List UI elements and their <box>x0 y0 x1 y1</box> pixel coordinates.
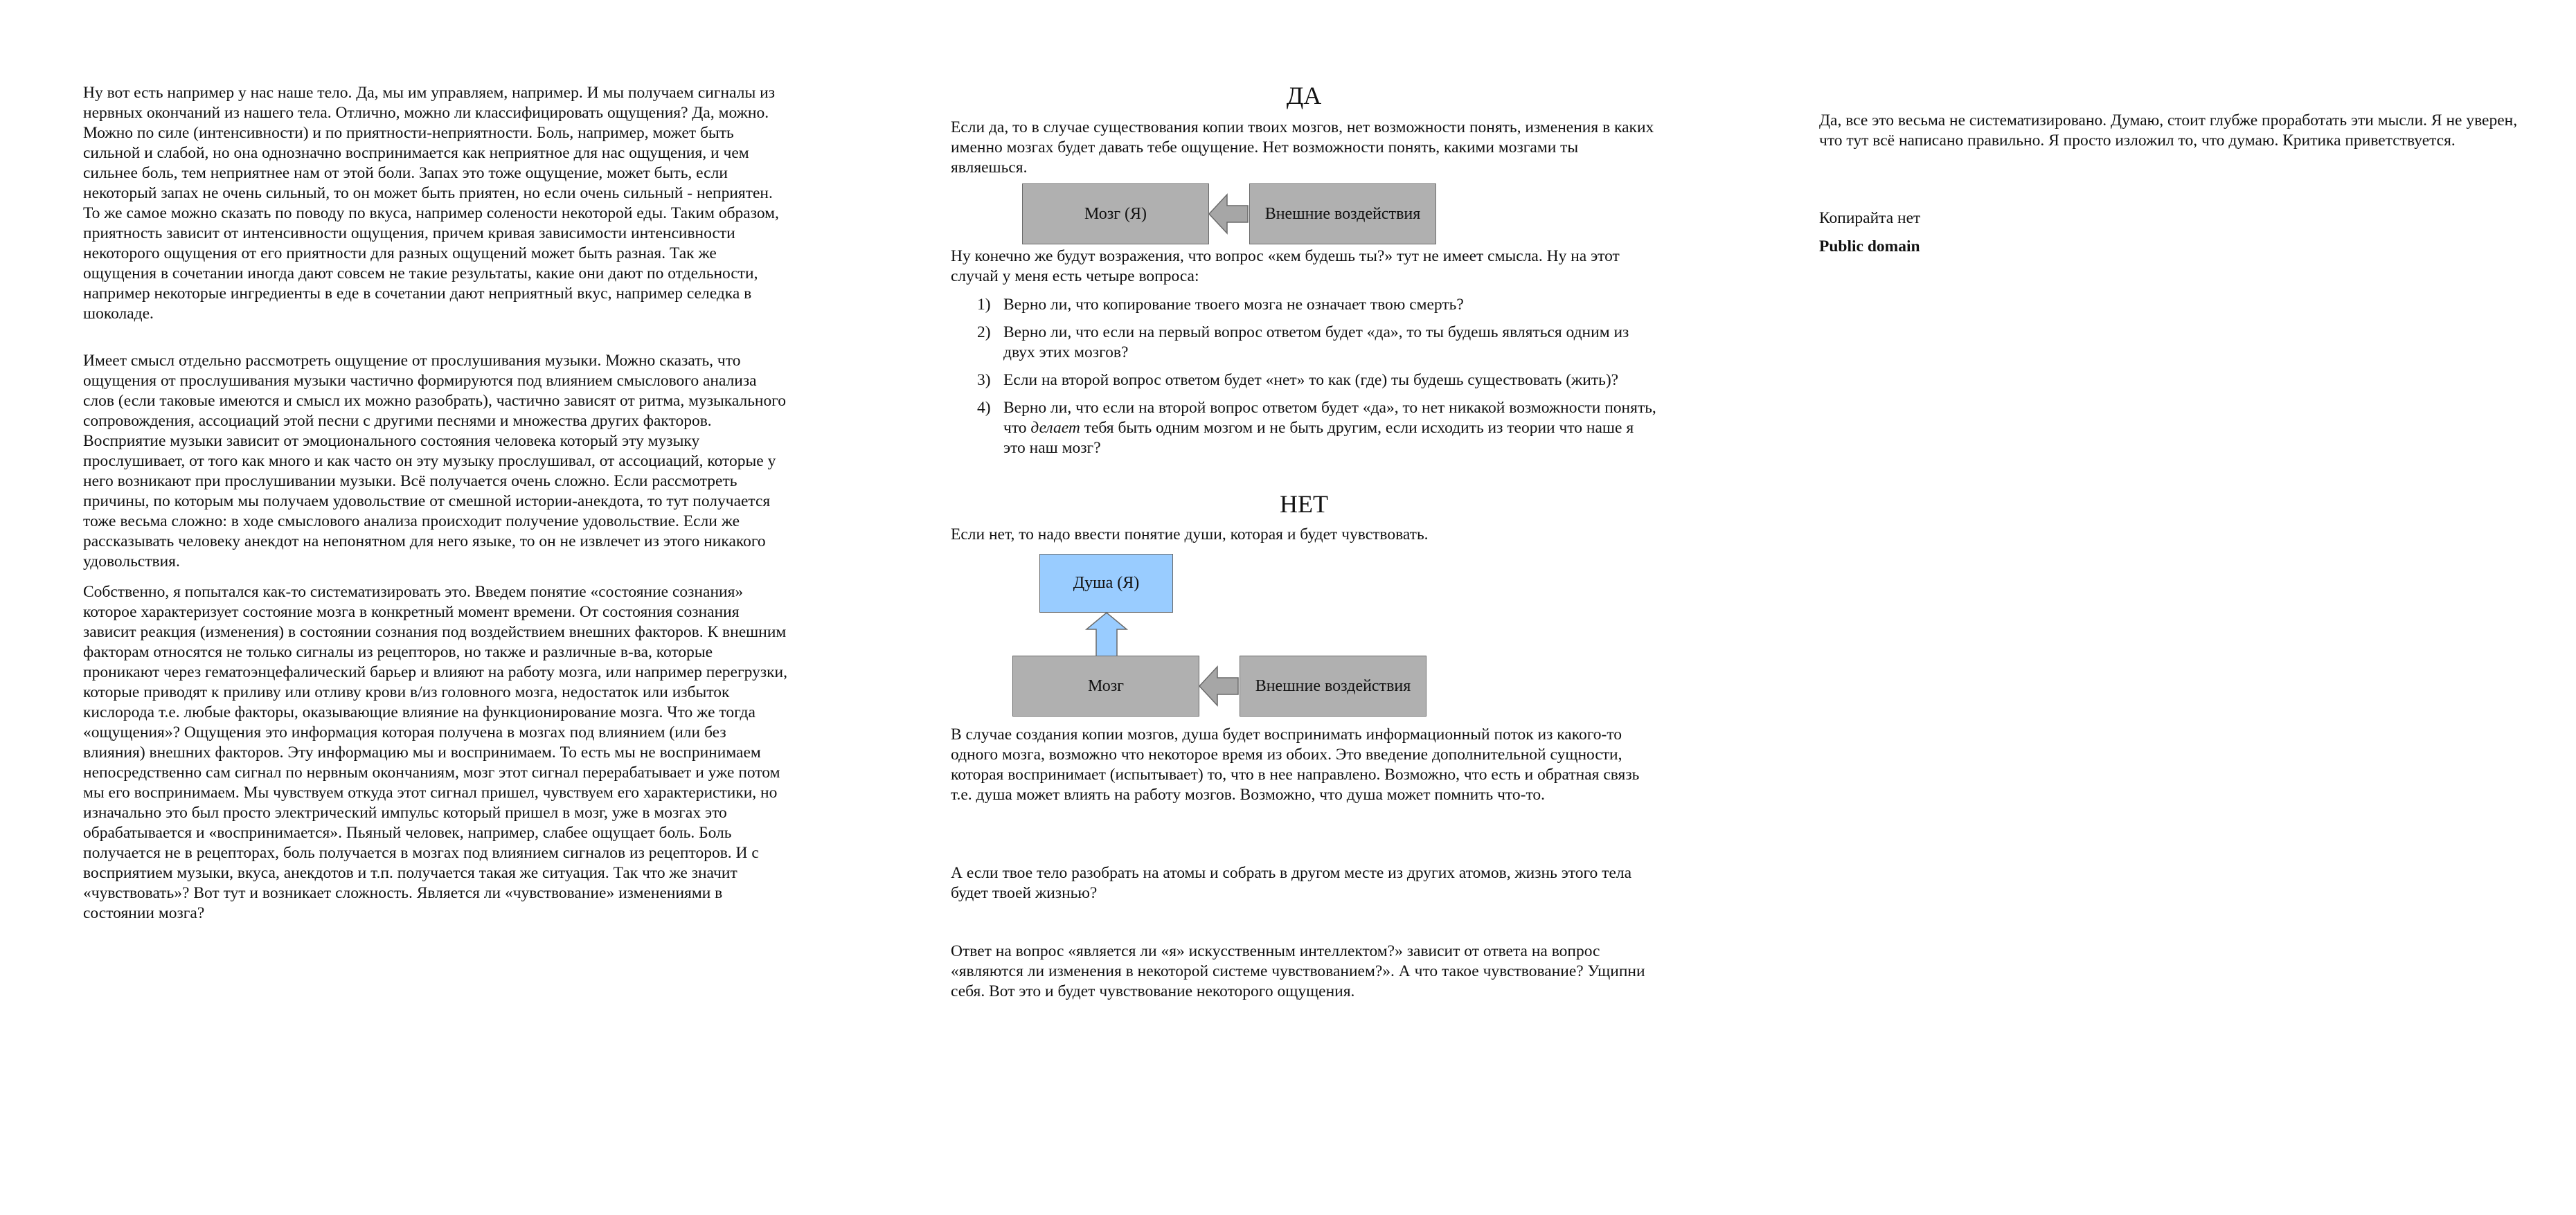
paragraph-music: Имеет смысл отдельно рассмотреть ощущение от прослушивания музыки. Можно сказать, что ощущения от прослушивания музыки частично формируются под влиянием смыслового анализа слов (если таковые имеются и смысл их можно разобрать), частично зависят от ритма, музыкального сопровождения, ассоциаций этой песни с другими песнями и множества других факторов. Восприятие музыки зависит от эмоционального состояния человека который эту музыку прослушивает, от того как много и как часто он эту музыку прослушивал, от ассоциаций, которые у него возникают при прослушивании музыки. Всё получается очень сложно. Если рассмотреть причины, по которым мы получаем удовольствие от смешной истории-анекдота, то тут получается тоже весьма сложно: в ходе смыслового анализа происходит получение удовольствие. Если же рассказывать человеку анекдот на непонятном для него языке, то он не извлечет из этого никакого удовольствия. <box>83 352 787 570</box>
heading-yes: ДА <box>1286 82 1322 109</box>
brain-label: Мозг <box>1087 676 1125 695</box>
heading-no: НЕТ <box>1280 490 1328 518</box>
paragraph-note: Да, все это весьма не систематизировано. Думаю, стоит глубже проработать эти мысли. Я не уверен, что тут всё написано правильно. Я просто изложил то, что думаю. Критика приветствуется. <box>1819 111 2518 150</box>
soul-self-box <box>1039 554 1173 613</box>
list-item: 3) Если на второй вопрос ответом будет «нет» то как (где) ты будешь существовать (жить)? <box>977 371 1619 389</box>
soul-self-label: Душа (Я) <box>1073 574 1140 592</box>
license-text: Public domain <box>1819 237 1920 255</box>
brain-self-box <box>1022 183 1209 244</box>
arrow-up-icon <box>1082 613 1131 657</box>
paragraph-objection: Ну конечно же будут возражения, что вопрос «кем будешь ты?» тут не имеет смысла. Ну на этот случай у меня есть четыре вопроса: <box>951 247 1620 285</box>
list-item: 2) Верно ли, что если на первый вопрос ответом будет «да», то ты будешь являться одним из двух этих мозгов? <box>977 323 1629 361</box>
copyright-text: Копирайта нет <box>1819 209 1921 227</box>
paragraph-body-sensations: Ну вот есть например у нас наше тело. Да, мы им управляем, например. И мы получаем сигналы из нервных окончаний из нашего тела. Отлично, можно ли классифицировать ощущения? Да, можно. Можно по силе (интенсивности) и по приятности-неприятности. Боль, например, может быть сильной и слабой, но она однозначно воспринимается как неприятное для нас ощущения, и чем сильнее боль, тем неприятнее нам от этой боли. Запах это тоже ощущение, может быть, если некоторый запах не очень сильный, то он может быть приятен, но если очень сильный - неприятен. То же самое можно сказать по поводу по вкуса, например солености некоторой еды. Таким образом, приятность зависит от интенсивности ощущения, причем кривая зависимости интенсивности некоторого ощущения от его приятности для разных ощущений может быть разная. Так же ощущения в сочетании иногда дают совсем не такие результаты, какие они дают по отдельности, например некоторые ингредиенты в еде в сочетании дают неприятный вкус, например селедка в шоколаде. <box>83 84 779 323</box>
paragraph-copy-brains: В случае создания копии мозгов, душа будет воспринимать информационный поток из какого-то одного мозга, возможно что некоторое время из обоих. Это введение дополнительной сущности, которая воспринимает (испытывает) то, что в нее направлено. Возможно, что есть и обратная связь т.е. душа может влиять на работу мозгов. Возможно, что душа может помнить что-то. <box>951 726 1640 804</box>
paragraph-yes-intro: Если да, то в случае существования копии твоих мозгов, нет возможности понять, изменения в каких именно мозгах будет давать тебе ощущение. Нет возможности понять, какими мозгами ты являешься. <box>951 118 1654 177</box>
questions-list <box>951 295 1657 458</box>
external-influences-label: Внешние воздействия <box>1255 676 1411 695</box>
external-influences-box <box>1249 183 1436 244</box>
paragraph-atoms: А если твое тело разобрать на атомы и собрать в другом месте из других атомов, жизнь этого тела будет твоей жизнью? <box>951 864 1632 902</box>
brain-self-label: Мозг (Я) <box>1084 204 1147 223</box>
external-influences-label: Внешние воздействия <box>1264 204 1421 223</box>
arrow-left-icon <box>1199 656 1240 717</box>
external-influences-box <box>1240 656 1426 717</box>
list-item: 4) Верно ли, что если на второй вопрос ответом будет «да», то нет никакой возможности понять, что делает тебя быть одним мозгом и не быть другим, если исходить из теории что наше я это наш мозг? <box>977 399 1656 457</box>
paragraph-no-intro: Если нет, то надо ввести понятие души, которая и будет чувствовать. <box>951 525 1429 543</box>
brain-box <box>1012 656 1199 717</box>
paragraph-ai: Ответ на вопрос «является ли «я» искусственным интеллектом?» зависит от ответа на вопрос «являются ли изменения в некоторой системе чувствованием?». А что такое чувствование? Ущипни себя. Вот это и будет чувствование некоторого ощущения. <box>951 942 1645 1000</box>
list-item: 1) Верно ли, что копирование твоего мозга не означает твою смерть? <box>977 296 1464 314</box>
arrow-left-icon <box>1209 183 1249 244</box>
paragraph-state-of-consciousness: Собственно, я попытался как-то систематизировать это. Введем понятие «состояние сознания» которое характеризует состояние мозга в конкретный момент времени. От состояния сознания зависит реакция (изменения) в состоянии сознания под воздействием внешних факторов. К внешним факторам относятся не только сигналы из рецепторов, но также и различные в-ва, которые проникают через гематоэнцефалический барьер и влияют на работу мозга, или например перегрузки, которые приводят к приливу или отливу крови в/из головного мозга, недостаток или избыток кислорода т.е. любые факторы, оказывающие влияние на функционирование мозга. Что же тогда «ощущения»? Ощущения это информация которая получена в мозгах под влиянием (или без влияния) внешних факторов. Эту информацию мы и воспринимаем. То есть мы не воспринимаем непосредственно сам сигнал по нервным окончаниям, мозг этот сигнал перерабатывает и уже потом мы его воспринимаем. Мы чувствуем откуда этот сигнал пришел, чувствуем его характеристики, но изначально это был просто электрический импульс который пришел в мозг, уже в мозгах это обрабатывается и «воспринимается». Пьяный человек, например, слабее ощущает боль. Боль получается не в рецепторах, боль получается в мозгах под влиянием сигналов из рецепторов. И с восприятием музыки, вкуса, анекдотов и т.п. получается такая же ситуация. Так что же значит «чувствовать»? Вот тут и возникает сложность. Является ли «чувствование» изменениями в состоянии мозга? <box>83 583 787 922</box>
